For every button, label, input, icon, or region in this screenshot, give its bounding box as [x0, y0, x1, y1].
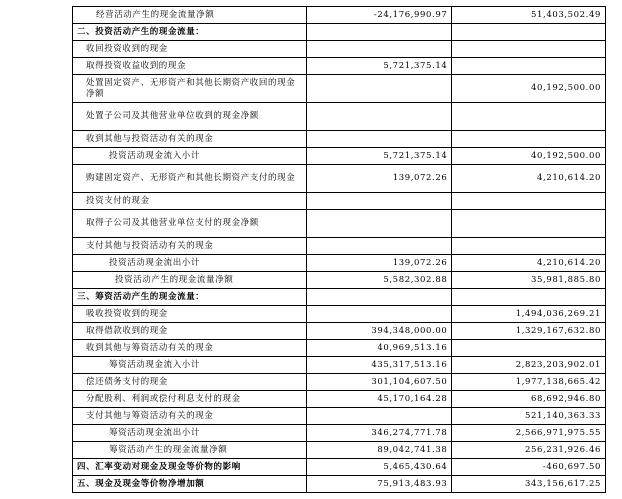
current-period-value: 5,721,375.14	[307, 148, 452, 165]
prior-period-value	[452, 210, 606, 238]
current-period-value: 346,274,771.78	[307, 425, 452, 442]
prior-period-value	[452, 238, 606, 255]
current-period-value	[307, 103, 452, 131]
table-row	[73, 306, 606, 323]
row-label: 支付其他与投资活动有关的现金	[73, 238, 307, 255]
section-heading: 四、汇率变动对现金及现金等价物的影响	[73, 459, 307, 476]
row-label: 收到其他与投资活动有关的现金	[73, 131, 307, 148]
current-period-value: 40,969,513.16	[307, 340, 452, 357]
current-period-value	[307, 289, 452, 306]
prior-period-value	[452, 289, 606, 306]
row-label: 收到其他与筹资活动有关的现金	[73, 340, 307, 357]
prior-period-value: 4,210,614.20	[452, 255, 606, 272]
table-row	[73, 357, 606, 374]
prior-period-value: 35,981,885.80	[452, 272, 606, 289]
prior-period-value	[452, 193, 606, 210]
table-row	[73, 193, 606, 210]
table-row	[73, 425, 606, 442]
current-period-value	[307, 408, 452, 425]
current-period-value	[307, 41, 452, 58]
row-label: 购建固定资产、无形资产和其他长期资产支付的现金	[73, 165, 307, 193]
row-label: 取得投资收益收到的现金	[73, 58, 307, 75]
current-period-value: 394,348,000.00	[307, 323, 452, 340]
table-row	[73, 103, 606, 131]
prior-period-value: 40,192,500.00	[452, 75, 606, 103]
table-row	[73, 24, 606, 41]
section-heading: 二、投资活动产生的现金流量：	[73, 24, 307, 41]
current-period-value	[307, 193, 452, 210]
row-label: 取得子公司及其他营业单位支付的现金净额	[73, 210, 307, 238]
current-period-value: 75,913,483.93	[307, 476, 452, 493]
table-row	[73, 255, 606, 272]
row-label: 吸收投资收到的现金	[73, 306, 307, 323]
prior-period-value: 68,692,946.80	[452, 391, 606, 408]
table-row	[73, 272, 606, 289]
table-row	[73, 476, 606, 493]
table-row	[73, 442, 606, 459]
table-row	[73, 289, 606, 306]
table-row	[73, 58, 606, 75]
prior-period-value: 4,210,614.20	[452, 165, 606, 193]
current-period-value: 5,721,375.14	[307, 58, 452, 75]
current-period-value: 45,170,164.28	[307, 391, 452, 408]
prior-period-value: 1,329,167,632.80	[452, 323, 606, 340]
table-row	[73, 148, 606, 165]
table-row	[73, 7, 606, 24]
net-total-label: 筹资活动产生的现金流量净额	[73, 442, 307, 459]
current-period-value	[307, 75, 452, 103]
current-period-value	[307, 131, 452, 148]
prior-period-value: -460,697.50	[452, 459, 606, 476]
prior-period-value: 343,156,617.25	[452, 476, 606, 493]
prior-period-value	[452, 103, 606, 131]
subtotal-label: 投资活动现金流入小计	[73, 148, 307, 165]
prior-period-value: 2,566,971,975.55	[452, 425, 606, 442]
current-period-value: 89,042,741.38	[307, 442, 452, 459]
prior-period-value	[452, 58, 606, 75]
section-heading: 三、筹资活动产生的现金流量：	[73, 289, 307, 306]
prior-period-value: 256,231,926.46	[452, 442, 606, 459]
row-label: 分配股利、利润或偿付利息支付的现金	[73, 391, 307, 408]
row-label: 投资支付的现金	[73, 193, 307, 210]
row-label: 收回投资收到的现金	[73, 41, 307, 58]
table-row	[73, 408, 606, 425]
prior-period-value	[452, 340, 606, 357]
section-heading: 五、现金及现金等价物净增加额	[73, 476, 307, 493]
prior-period-value	[452, 131, 606, 148]
current-period-value	[307, 306, 452, 323]
row-label: 经营活动产生的现金流量净额	[73, 7, 307, 24]
current-period-value: 139,072.26	[307, 255, 452, 272]
row-label: 支付其他与筹资活动有关的现金	[73, 408, 307, 425]
prior-period-value: 1,977,138,665.42	[452, 374, 606, 391]
prior-period-value: 40,192,500.00	[452, 148, 606, 165]
prior-period-value	[452, 41, 606, 58]
subtotal-label: 筹资活动现金流出小计	[73, 425, 307, 442]
current-period-value: 5,582,302.88	[307, 272, 452, 289]
prior-period-value: 521,140,363.33	[452, 408, 606, 425]
current-period-value	[307, 24, 452, 41]
table-row	[73, 374, 606, 391]
table-row	[73, 340, 606, 357]
table-row	[73, 323, 606, 340]
current-period-value	[307, 210, 452, 238]
prior-period-value	[452, 24, 606, 41]
row-label: 取得借款收到的现金	[73, 323, 307, 340]
row-label: 处置固定资产、无形资产和其他长期资产收回的现金净额	[73, 75, 307, 103]
current-period-value: 5,465,430.64	[307, 459, 452, 476]
current-period-value: 139,072.26	[307, 165, 452, 193]
row-label: 处置子公司及其他营业单位收到的现金净额	[73, 103, 307, 131]
prior-period-value: 2,823,203,902.01	[452, 357, 606, 374]
table-row	[73, 41, 606, 58]
current-period-value: -24,176,990.97	[307, 7, 452, 24]
table-row	[73, 75, 606, 103]
table-row	[73, 459, 606, 476]
current-period-value	[307, 238, 452, 255]
table-row	[73, 131, 606, 148]
current-period-value: 301,104,607.50	[307, 374, 452, 391]
net-total-label: 投资活动产生的现金流量净额	[73, 272, 307, 289]
table-row	[73, 210, 606, 238]
current-period-value: 435,317,513.16	[307, 357, 452, 374]
subtotal-label: 投资活动现金流出小计	[73, 255, 307, 272]
cash-flow-table	[72, 6, 606, 493]
prior-period-value: 1,494,036,269.21	[452, 306, 606, 323]
table-row	[73, 391, 606, 408]
row-label: 偿还债务支付的现金	[73, 374, 307, 391]
prior-period-value: 51,403,502.49	[452, 7, 606, 24]
subtotal-label: 筹资活动现金流入小计	[73, 357, 307, 374]
table-row	[73, 165, 606, 193]
table-row	[73, 238, 606, 255]
